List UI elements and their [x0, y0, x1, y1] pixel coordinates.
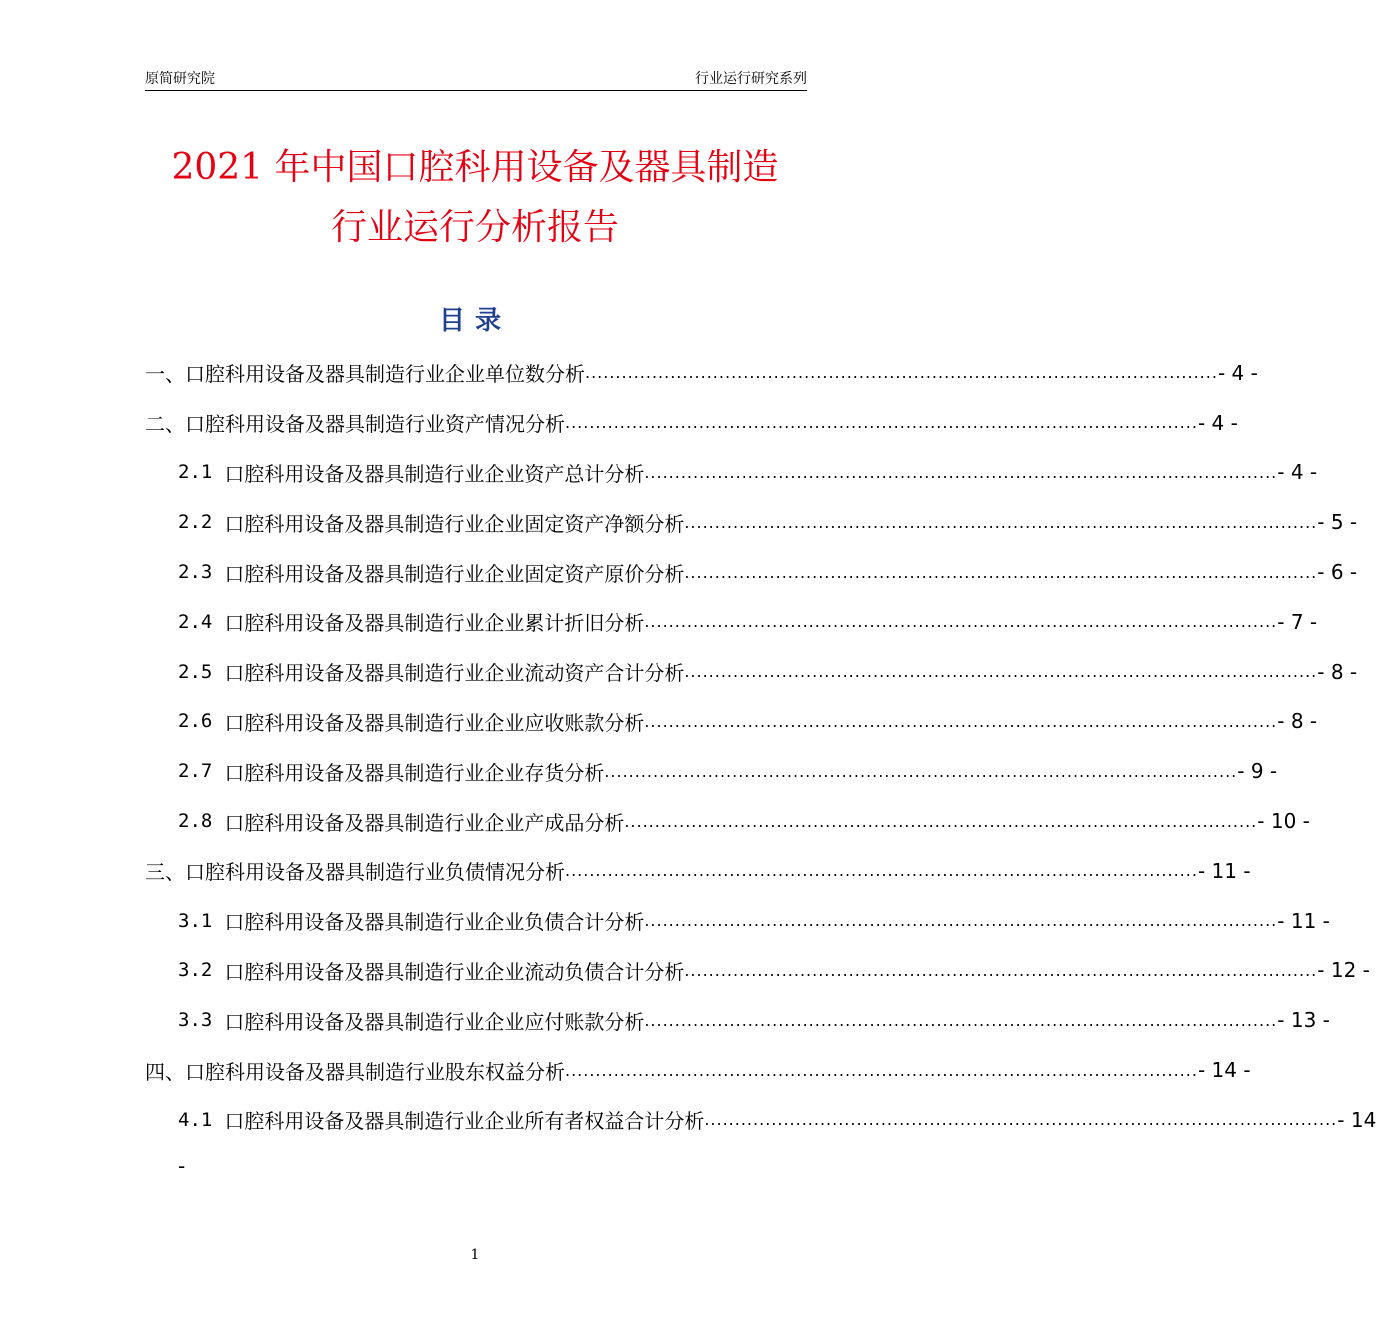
- report-title-line-1: 2021 年中国口腔科用设备及器具制造: [171, 147, 779, 188]
- toc-entry-number: 2.8: [178, 810, 213, 833]
- toc-entry-text: 口腔科用设备及器具制造行业企业应收账款分析: [224, 710, 645, 735]
- toc-entry-text: 一、口腔科用设备及器具制造行业企业单位数分析: [145, 362, 585, 387]
- toc-entry-page: - 4 -: [1197, 410, 1238, 435]
- toc-entry-page: - 11 -: [1197, 858, 1251, 883]
- toc-entry-text: 四、口腔科用设备及器具制造行业股东权益分析: [145, 1059, 565, 1084]
- toc-entry[interactable]: [145, 697, 1318, 747]
- toc-entry-text: 口腔科用设备及器具制造行业企业固定资产原价分析: [224, 561, 685, 586]
- report-title-line-2: 行业运行分析报告: [330, 207, 619, 248]
- toc-entry-number: 2.6: [178, 710, 213, 733]
- toc-entry-page: - 14: [1337, 1107, 1376, 1132]
- toc-leader-dots: [565, 861, 1198, 880]
- toc-entry[interactable]: [145, 647, 1358, 697]
- toc-entry[interactable]: [145, 946, 1370, 996]
- toc-wrapped-page-suffix: -: [178, 1154, 186, 1178]
- toc-leader-dots: [644, 911, 1277, 930]
- toc-entry-page: - 9 -: [1237, 759, 1278, 784]
- toc-entry-number: 2.4: [178, 610, 213, 633]
- toc-entry-number: 3.1: [178, 909, 213, 932]
- toc-entry-page: - 12 -: [1317, 958, 1370, 983]
- toc-entry-number: 2.7: [178, 760, 213, 783]
- page-number: 1: [470, 1247, 480, 1263]
- toc-entry[interactable]: [145, 995, 1330, 1045]
- toc-leader-dots: [644, 1011, 1277, 1030]
- toc-leader-dots: [565, 413, 1198, 432]
- toc-entry-page: - 11 -: [1277, 908, 1330, 933]
- toc-entry-number: 2.2: [178, 511, 213, 534]
- toc-leader-dots: [565, 1061, 1198, 1080]
- toc-leader-dots: [704, 1110, 1337, 1129]
- page-header: [145, 66, 807, 91]
- toc-leader-dots: [684, 563, 1317, 582]
- toc-entry-text: 口腔科用设备及器具制造行业企业流动资产合计分析: [224, 661, 685, 686]
- toc-leader-dots: [684, 513, 1317, 532]
- toc-leader-dots: [644, 463, 1277, 482]
- toc-entry-number: 2.1: [178, 461, 213, 484]
- toc-entry-page: - 7 -: [1277, 609, 1318, 634]
- toc-entry-number: 2.3: [178, 561, 213, 584]
- toc-leader-dots: [684, 961, 1317, 980]
- toc-entry-text: 口腔科用设备及器具制造行业企业流动负债合计分析: [224, 959, 685, 984]
- toc-entry-page: - 4 -: [1277, 460, 1318, 485]
- toc-entry-text: 二、口腔科用设备及器具制造行业资产情况分析: [145, 412, 565, 437]
- toc-entry[interactable]: [145, 796, 1310, 846]
- toc-entry-page: - 8 -: [1317, 659, 1358, 684]
- toc-entry[interactable]: [145, 896, 1330, 946]
- toc-entry-text: 三、口腔科用设备及器具制造行业负债情况分析: [145, 860, 565, 885]
- toc-entry[interactable]: [145, 597, 1318, 647]
- toc-entry-page: - 4 -: [1217, 360, 1258, 385]
- toc-entry-page: - 14 -: [1197, 1058, 1251, 1083]
- toc-entry[interactable]: [145, 497, 1358, 547]
- toc-entry[interactable]: [145, 398, 1238, 448]
- toc-entry-page: - 6 -: [1317, 560, 1358, 585]
- toc-entry-number: 3.2: [178, 959, 213, 982]
- toc-entry-number: 4.1: [178, 1108, 213, 1131]
- toc-entry-number: 2.5: [178, 660, 213, 683]
- toc-entry-number: 3.3: [178, 1009, 213, 1032]
- toc-leader-dots: [684, 662, 1317, 681]
- header-publisher: 原简研究院: [145, 71, 215, 87]
- toc-leader-dots: [624, 812, 1257, 831]
- toc-entry[interactable]: [145, 846, 1251, 896]
- toc-leader-dots: [604, 762, 1237, 781]
- toc-entry[interactable]: [145, 1095, 1376, 1145]
- toc-leader-dots: [585, 363, 1218, 382]
- toc-entry-page: - 5 -: [1317, 510, 1358, 535]
- toc-entry[interactable]: [145, 1045, 1251, 1095]
- toc-entry-text: 口腔科用设备及器具制造行业企业固定资产净额分析: [224, 511, 685, 536]
- toc-entry-text: 口腔科用设备及器具制造行业企业应付账款分析: [224, 1009, 645, 1034]
- toc-entry[interactable]: [145, 348, 1258, 398]
- toc-entry[interactable]: [145, 547, 1358, 597]
- toc-entry-page: - 10 -: [1257, 809, 1310, 834]
- toc-entry-text: 口腔科用设备及器具制造行业企业资产总计分析: [224, 461, 645, 486]
- toc-entry-text: 口腔科用设备及器具制造行业企业负债合计分析: [224, 910, 645, 935]
- toc-entry[interactable]: [145, 746, 1278, 796]
- table-of-contents: [145, 348, 1376, 1145]
- toc-leader-dots: [644, 612, 1277, 631]
- toc-entry-text: 口腔科用设备及器具制造行业企业累计折旧分析: [224, 611, 645, 636]
- toc-entry[interactable]: [145, 448, 1318, 498]
- toc-entry-text: 口腔科用设备及器具制造行业企业存货分析: [224, 760, 605, 785]
- toc-entry-page: - 8 -: [1277, 709, 1318, 734]
- header-series: 行业运行研究系列: [695, 71, 807, 87]
- toc-leader-dots: [644, 712, 1277, 731]
- toc-entry-page: - 13 -: [1277, 1008, 1330, 1033]
- toc-entry-text: 口腔科用设备及器具制造行业企业所有者权益合计分析: [224, 1109, 705, 1134]
- toc-heading: 目录: [438, 306, 511, 336]
- toc-entry-text: 口腔科用设备及器具制造行业企业产成品分析: [224, 810, 625, 835]
